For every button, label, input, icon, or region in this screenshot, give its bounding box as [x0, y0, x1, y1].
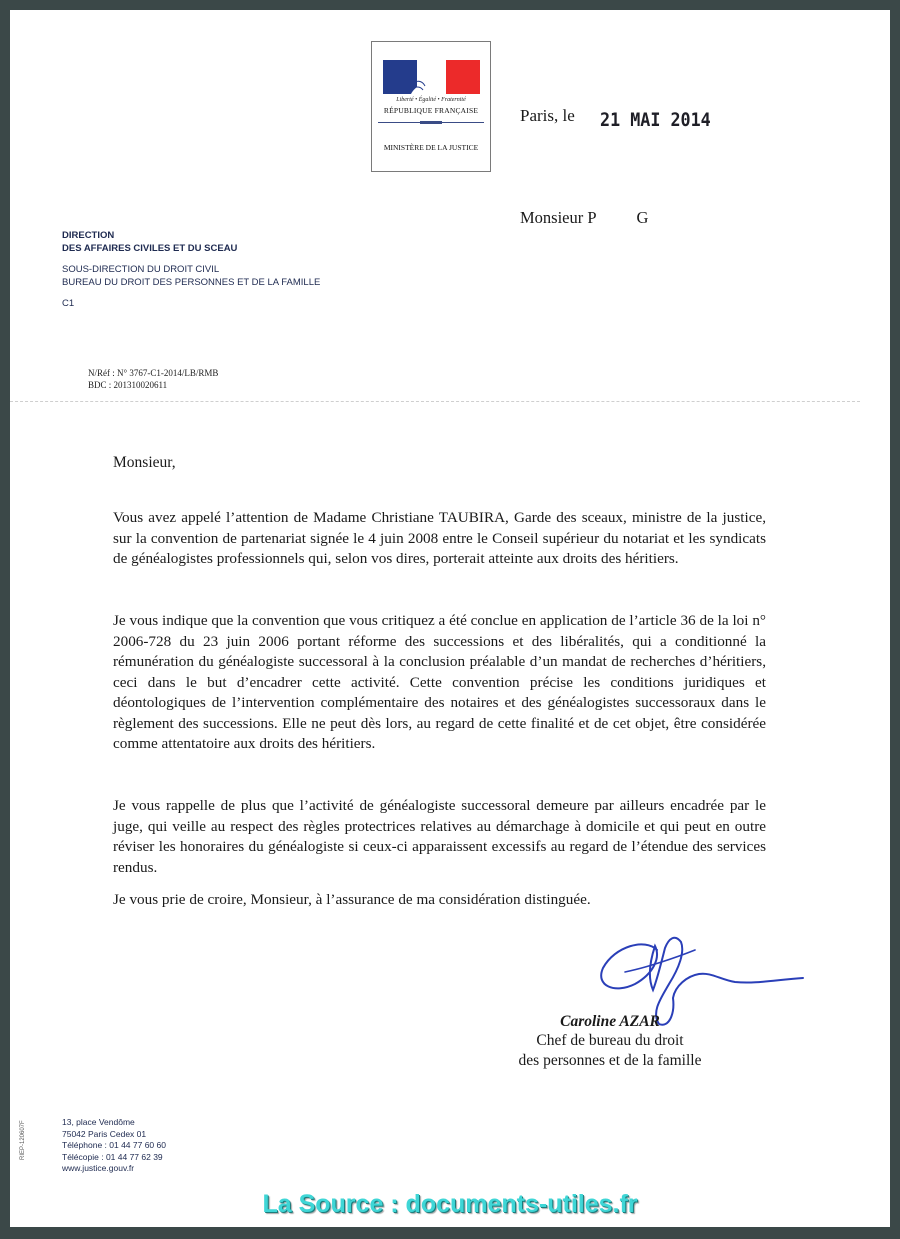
bureau: BUREAU DU DROIT DES PERSONNES ET DE LA FAMILLE	[62, 276, 321, 288]
bdc-number: BDC : 201310020611	[88, 379, 168, 390]
scan-fold-line	[10, 401, 860, 402]
logo-motto: Liberté • Égalité • Fraternité	[396, 97, 466, 103]
paragraph-1: Vous avez appelé l’attention de Madame Christiane TAUBIRA, Garde des sceaux, ministre de la justice, sur la convention de partenariat signée le 4 juin 2008 entre le Conseil supérieur du notariat et les syndicats de généalogistes professionnels qui, selon vos dires, porterait atteinte aux droits des héritiers.	[113, 509, 766, 567]
print-code: RIEP-120607F	[20, 1120, 26, 1160]
sender-block	[62, 230, 320, 311]
paragraph-3: Je vous rappelle de plus que l’activité de généalogiste successoral demeure par ailleurs encadrée par le juge, qui veille au respect des règles protectrices relatives au démarchage à domicile et qui peut en outre réviser les honoraires du généalogiste si ceux-ci apparaissent excessifs au regard de l’étendue des services rendus.	[113, 797, 766, 876]
city-label: Paris, le	[520, 106, 575, 125]
closing-formula: Je vous prie de croire, Monsieur, à l’assurance de ma considération distinguée.	[113, 891, 591, 908]
fax-number: Télécopie : 01 44 77 62 39	[62, 1151, 163, 1162]
signatory-title-line1: Chef de bureau du droit	[536, 1032, 684, 1049]
signatory-name: Caroline AZAR	[560, 1013, 660, 1030]
recipient-suffix: G	[636, 208, 649, 227]
recipient-name	[520, 208, 648, 228]
tricolor-flag-icon	[383, 60, 480, 94]
marianne-profile-icon	[405, 62, 453, 94]
direction-line1: DIRECTION	[62, 230, 115, 241]
date-stamp: 21 MAI 2014	[600, 109, 711, 131]
letter-page	[10, 10, 890, 1227]
direction-line2: DES AFFAIRES CIVILES ET DU SCEAU	[62, 242, 238, 254]
footer-address	[62, 1117, 166, 1175]
phone-number: Téléphone : 01 44 77 60 60	[62, 1140, 166, 1150]
recipient-prefix: Monsieur P	[520, 208, 597, 227]
logo-republique: RÉPUBLIQUE FRANÇAISE	[383, 106, 479, 115]
reference-number: N/Réf : N° 3767-C1-2014/LB/RMB	[88, 368, 219, 378]
address-line2: 75042 Paris Cedex 01	[62, 1128, 147, 1139]
office-code: C1	[62, 298, 75, 309]
paragraph-2: Je vous indique que la convention que vous critiquez a été conclue en application de l’article 36 de la loi n° 2006-728 du 23 juin 2006 portant réforme des successions et des libéralités, qui a conditionné la rémunération du généalogiste successoral à la conclusion préalable d’un mandat de recherches d’héritiers, ceci dans le but d’encadrer cette activité. Cette convention précise les conditions juridiques et déontologiques de l’intervention complémentaire des notaires et des généalogistes successoraux dans le règlement des successions. Elle ne peut dès lors, au regard de cette finalité et de cet objet, être considérée comme attentatoire aux droits des héritiers.	[113, 612, 766, 752]
signatory-title-line2: des personnes et de la famille	[518, 1052, 702, 1069]
signatory-title	[490, 1031, 730, 1071]
logo-ministere: MINISTÈRE DE LA JUSTICE	[383, 143, 479, 152]
address-line1: 13, place Vendôme	[62, 1117, 135, 1127]
reference-block	[88, 368, 218, 391]
ministry-logo	[371, 41, 491, 172]
website-link[interactable]: www.justice.gouv.fr	[62, 1163, 135, 1173]
salutation: Monsieur,	[113, 454, 176, 471]
source-watermark: La Source : documents-utiles.fr	[262, 1190, 638, 1218]
sous-direction: SOUS-DIRECTION DU DROIT CIVIL	[62, 264, 220, 275]
